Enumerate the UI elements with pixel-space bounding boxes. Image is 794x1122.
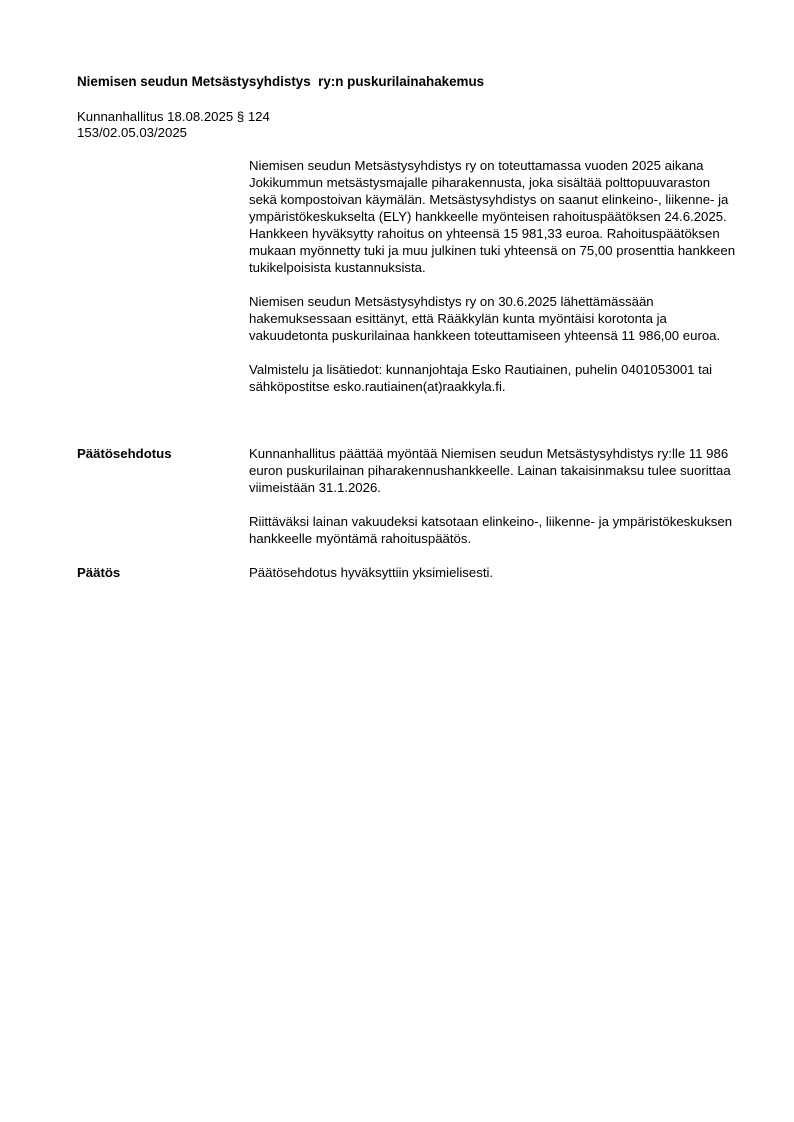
meeting-meta <box>77 109 270 141</box>
proposal-paragraph: Kunnanhallitus päättää myöntää Niemisen seudun Metsästysyhdistys ry:lle 11 986 euron puskurilainan piharakennushankkeelle. Lainan takaisinmaksu tulee suorittaa viimeistään 31.1.2026. <box>249 446 731 495</box>
intro-paragraph: Niemisen seudun Metsästysyhdistys ry on 30.6.2025 lähettämässään hakemuksessaan esittänyt, että Rääkkylän kunta myöntäisi korotonta ja vakuudetonta puskurilainaa hankkeen toteuttamiseen yhteensä 11 986,00 euroa. <box>249 294 721 343</box>
intro-section <box>249 157 739 395</box>
decision-section <box>249 564 739 581</box>
decision-label: Päätös <box>77 565 121 580</box>
document-title: Niemisen seudun Metsästysyhdistys ry:n puskurilainahakemus <box>77 74 485 89</box>
proposal-label: Päätösehdotus <box>77 446 172 461</box>
proposal-section <box>249 445 739 547</box>
preparer-info: Valmistelu ja lisätiedot: kunnanjohtaja Esko Rautiainen, puhelin 0401053001 tai sähköpostitse esko.rautiainen(at)raakkyla.fi. <box>249 362 713 394</box>
reference-number: 153/02.05.03/2025 <box>77 125 188 140</box>
decision-text: Päätösehdotus hyväksyttiin yksimielisesti. <box>249 565 494 580</box>
meeting-line: Kunnanhallitus 18.08.2025 § 124 <box>77 109 270 124</box>
proposal-paragraph: Riittäväksi lainan vakuudeksi katsotaan elinkeino-, liikenne- ja ympäristökeskuksen hankkeelle myöntämä rahoituspäätös. <box>249 514 733 546</box>
intro-paragraph: Niemisen seudun Metsästysyhdistys ry on toteuttamassa vuoden 2025 aikana Jokikummun metsästysmajalle piharakennusta, joka sisältää polttopuuvaraston sekä kompostoivan käymälän. Metsästysyhdistys on saanut elinkeino-, liikenne- ja ympäristökeskukselta (ELY) hankkeelle myönteisen rahoituspäätöksen 24.6.2025. Hankkeen hyväksytty rahoitus on yhteensä 15 981,33 euroa. Rahoituspäätöksen mukaan myönnetty tuki ja muu julkinen tuki yhteensä on 75,00 prosenttia hankkeen tukikelpoisista kustannuksista. <box>249 158 736 275</box>
